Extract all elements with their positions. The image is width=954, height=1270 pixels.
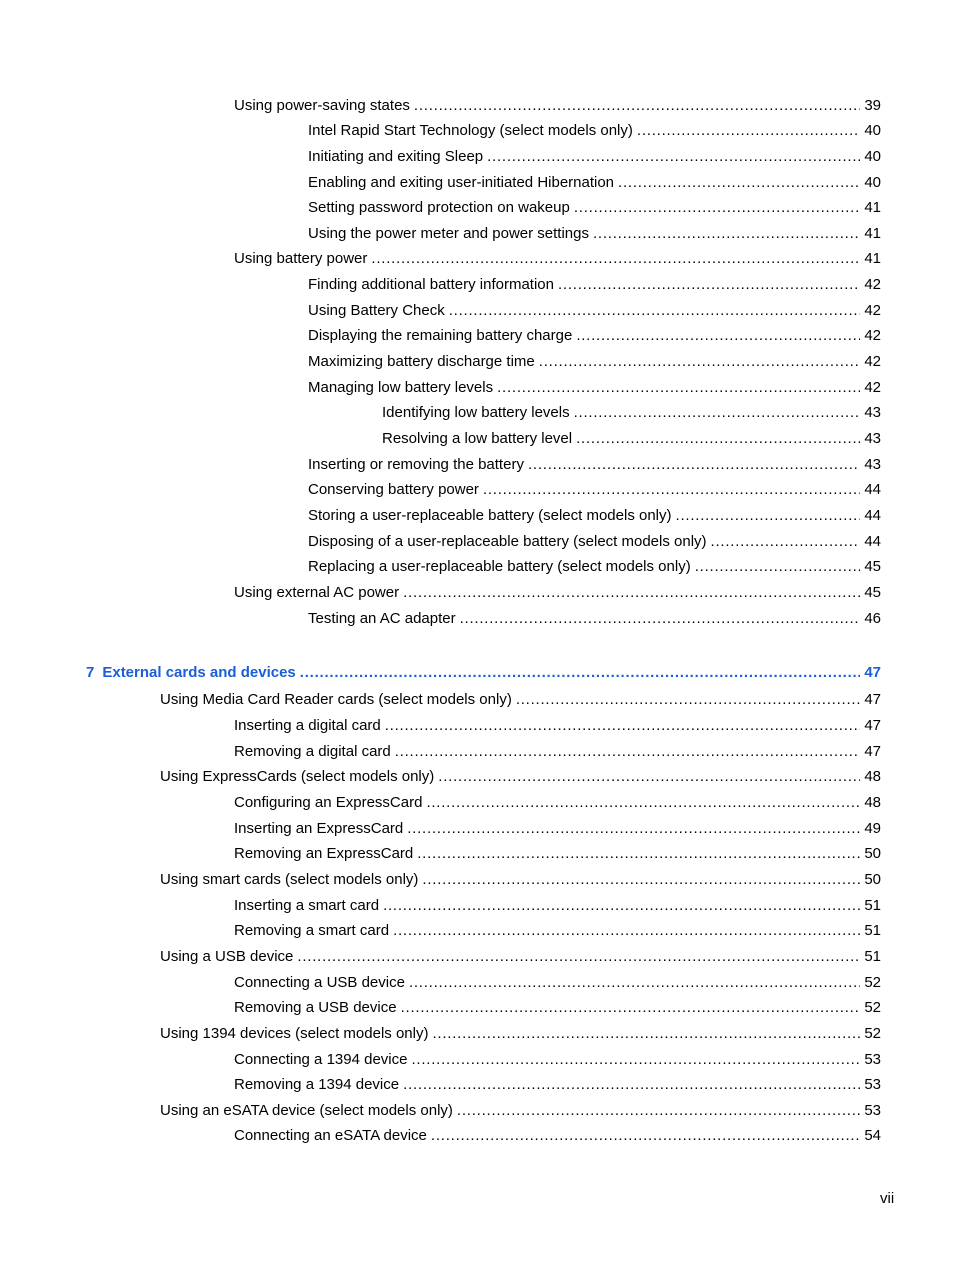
toc-entry[interactable] bbox=[308, 147, 881, 167]
toc-entry[interactable] bbox=[308, 506, 881, 526]
toc-entry-label: Replacing a user-replaceable battery (select models only) bbox=[308, 558, 691, 575]
toc-entry[interactable] bbox=[308, 173, 881, 193]
toc-entry-page: 42 bbox=[864, 302, 881, 319]
toc-entry-label: Removing a smart card bbox=[234, 922, 390, 939]
toc-entry-page: 53 bbox=[864, 1076, 881, 1093]
toc-entry-label: Setting password protection on wakeup bbox=[308, 199, 570, 216]
toc-entry-page: 43 bbox=[864, 456, 881, 473]
toc-entry-page: 40 bbox=[864, 148, 881, 165]
toc-entry-page: 51 bbox=[864, 897, 881, 914]
toc-entry[interactable] bbox=[234, 249, 881, 269]
toc-entry-page: 49 bbox=[864, 820, 881, 837]
dot-leader bbox=[576, 429, 860, 449]
dot-leader bbox=[574, 403, 861, 423]
toc-entry-label: Conserving battery power bbox=[308, 481, 479, 498]
toc-entry-label: Storing a user-replaceable battery (select models only) bbox=[308, 507, 672, 524]
dot-leader bbox=[411, 1050, 860, 1070]
toc-entry-page: 41 bbox=[864, 250, 881, 267]
toc-entry-page: 42 bbox=[864, 276, 881, 293]
toc-entry[interactable] bbox=[382, 403, 881, 423]
toc-entry-label: Using battery power bbox=[234, 250, 368, 267]
dot-leader bbox=[676, 506, 861, 526]
toc-entry-label: Displaying the remaining battery charge bbox=[308, 327, 573, 344]
toc-entry-page: 48 bbox=[864, 768, 881, 785]
toc-entry[interactable] bbox=[234, 716, 881, 736]
toc-entry-label: Removing a digital card bbox=[234, 743, 391, 760]
toc-entry-label: Using power-saving states bbox=[234, 97, 410, 114]
toc-entry[interactable] bbox=[234, 583, 881, 603]
toc-entry-label: Inserting a smart card bbox=[234, 897, 380, 914]
dot-leader bbox=[297, 947, 860, 967]
toc-entry[interactable] bbox=[234, 1075, 881, 1095]
toc-entry-label: Inserting or removing the battery bbox=[308, 456, 524, 473]
toc-entry-label: Using a USB device bbox=[160, 948, 294, 965]
toc-entry-label: External cards and devices bbox=[102, 664, 296, 681]
toc-entry[interactable] bbox=[308, 198, 881, 218]
toc-entry-page: 53 bbox=[864, 1102, 881, 1119]
toc-entry[interactable] bbox=[308, 275, 881, 295]
toc-entry[interactable] bbox=[234, 896, 881, 916]
toc-entry[interactable] bbox=[308, 326, 881, 346]
toc-entry-page: 41 bbox=[864, 199, 881, 216]
toc-entry-label: Testing an AC adapter bbox=[308, 610, 456, 627]
toc-entry-label: Disposing of a user-replaceable battery (select models only) bbox=[308, 533, 707, 550]
toc-entry-label: Using 1394 devices (select models only) bbox=[160, 1025, 429, 1042]
toc-entry-label: Inserting a digital card bbox=[234, 717, 381, 734]
toc-entry-page: 42 bbox=[864, 353, 881, 370]
dot-leader bbox=[401, 998, 861, 1018]
toc-entry-label: Removing a USB device bbox=[234, 999, 397, 1016]
toc-entry[interactable] bbox=[234, 819, 881, 839]
toc-entry[interactable] bbox=[234, 998, 881, 1018]
dot-leader bbox=[407, 819, 860, 839]
toc-entry-page: 40 bbox=[864, 122, 881, 139]
toc-entry[interactable] bbox=[234, 973, 881, 993]
dot-leader bbox=[711, 532, 861, 552]
toc-entry[interactable] bbox=[160, 690, 881, 710]
dot-leader bbox=[460, 609, 861, 629]
toc-entry-page: 44 bbox=[864, 533, 881, 550]
toc-entry-label: Inserting an ExpressCard bbox=[234, 820, 404, 837]
dot-leader bbox=[528, 455, 860, 475]
dot-leader bbox=[300, 663, 861, 683]
toc-entry[interactable] bbox=[308, 224, 881, 244]
dot-leader bbox=[576, 326, 860, 346]
toc-entry-label: Connecting an eSATA device bbox=[234, 1127, 427, 1144]
toc-entry-page: 53 bbox=[864, 1051, 881, 1068]
dot-leader bbox=[695, 557, 861, 577]
toc-entry[interactable] bbox=[160, 767, 881, 787]
dot-leader bbox=[371, 249, 860, 269]
dot-leader bbox=[483, 480, 860, 500]
toc-entry-label: Using Media Card Reader cards (select models only) bbox=[160, 691, 512, 708]
dot-leader bbox=[409, 973, 860, 993]
chapter-number: 7 bbox=[86, 664, 95, 681]
toc-entry-label: Connecting a USB device bbox=[234, 974, 405, 991]
toc-entry-label: Using an eSATA device (select models only) bbox=[160, 1102, 453, 1119]
dot-leader bbox=[417, 844, 860, 864]
toc-entry-page: 44 bbox=[864, 507, 881, 524]
toc-entry[interactable] bbox=[160, 1024, 881, 1044]
toc-entry[interactable] bbox=[160, 870, 881, 890]
toc-entry-page: 40 bbox=[864, 174, 881, 191]
toc-entry[interactable] bbox=[308, 532, 881, 552]
dot-leader bbox=[539, 352, 861, 372]
toc-entry-page: 48 bbox=[864, 794, 881, 811]
toc-entry-page: 50 bbox=[864, 871, 881, 888]
dot-leader bbox=[438, 767, 860, 787]
dot-leader bbox=[432, 1024, 860, 1044]
toc-entry-label: Using Battery Check bbox=[308, 302, 445, 319]
toc-entry-label: Maximizing battery discharge time bbox=[308, 353, 535, 370]
dot-leader bbox=[487, 147, 860, 167]
toc-entry-label: Intel Rapid Start Technology (select models only) bbox=[308, 122, 633, 139]
toc-entry-label: Removing a 1394 device bbox=[234, 1076, 400, 1093]
dot-leader bbox=[403, 1075, 860, 1095]
dot-leader bbox=[395, 742, 861, 762]
dot-leader bbox=[393, 921, 860, 941]
toc-entry-label: Using smart cards (select models only) bbox=[160, 871, 419, 888]
toc-entry-page: 47 bbox=[864, 743, 881, 760]
toc-entry[interactable] bbox=[308, 480, 881, 500]
toc-entry[interactable] bbox=[308, 352, 881, 372]
dot-leader bbox=[422, 870, 860, 890]
toc-entry-page: 43 bbox=[864, 404, 881, 421]
toc-entry-page: 46 bbox=[864, 610, 881, 627]
toc-entry-page: 50 bbox=[864, 845, 881, 862]
toc-entry[interactable] bbox=[160, 947, 881, 967]
toc-entry[interactable] bbox=[234, 742, 881, 762]
toc-entry-page: 47 bbox=[864, 717, 881, 734]
toc-entry[interactable] bbox=[308, 557, 881, 577]
toc-entry-label: Initiating and exiting Sleep bbox=[308, 148, 484, 165]
toc-entry[interactable] bbox=[234, 96, 881, 116]
toc-entry-label: Using the power meter and power settings bbox=[308, 225, 589, 242]
toc-entry[interactable] bbox=[234, 793, 881, 813]
dot-leader bbox=[593, 224, 860, 244]
toc-entry[interactable] bbox=[234, 1126, 881, 1146]
toc-entry-page: 51 bbox=[864, 948, 881, 965]
toc-entry[interactable] bbox=[234, 1050, 881, 1070]
toc-entry[interactable] bbox=[234, 844, 881, 864]
dot-leader bbox=[449, 301, 861, 321]
toc-entry-page: 47 bbox=[864, 691, 881, 708]
toc-entry-page: 52 bbox=[864, 999, 881, 1016]
toc-entry[interactable] bbox=[382, 429, 881, 449]
dot-leader bbox=[457, 1101, 860, 1121]
toc-entry[interactable] bbox=[308, 609, 881, 629]
toc-entry-page: 52 bbox=[864, 974, 881, 991]
toc-entry-label: Managing low battery levels bbox=[308, 379, 494, 396]
dot-leader bbox=[403, 583, 860, 603]
toc-entry[interactable] bbox=[308, 455, 881, 475]
toc-entry-page: 52 bbox=[864, 1025, 881, 1042]
toc-entry-page: 44 bbox=[864, 481, 881, 498]
dot-leader bbox=[618, 173, 860, 193]
toc-entry-label: Using ExpressCards (select models only) bbox=[160, 768, 435, 785]
dot-leader bbox=[426, 793, 860, 813]
dot-leader bbox=[558, 275, 860, 295]
toc-entry-label: Resolving a low battery level bbox=[382, 430, 573, 447]
toc-entry-label: Using external AC power bbox=[234, 584, 400, 601]
toc-entry[interactable] bbox=[234, 921, 881, 941]
toc-entry-page: 42 bbox=[864, 379, 881, 396]
dot-leader bbox=[385, 716, 861, 736]
dot-leader bbox=[383, 896, 860, 916]
toc-entry-label: Removing an ExpressCard bbox=[234, 845, 414, 862]
toc-entry-page: 42 bbox=[864, 327, 881, 344]
toc-chapter-entry[interactable] bbox=[86, 663, 881, 683]
toc-entry-page: 45 bbox=[864, 558, 881, 575]
toc-entry-label: Enabling and exiting user-initiated Hibernation bbox=[308, 174, 615, 191]
page-number: vii bbox=[880, 1190, 895, 1207]
toc-entry-page: 51 bbox=[864, 922, 881, 939]
toc-entry-label: Configuring an ExpressCard bbox=[234, 794, 423, 811]
toc-entry-page: 45 bbox=[864, 584, 881, 601]
toc-entry-label: Connecting a 1394 device bbox=[234, 1051, 408, 1068]
toc-entry[interactable] bbox=[308, 121, 881, 141]
toc-entry[interactable] bbox=[160, 1101, 881, 1121]
toc-entry-page: 39 bbox=[864, 97, 881, 114]
toc-entry-page: 54 bbox=[864, 1127, 881, 1144]
toc-entry-label: Identifying low battery levels bbox=[382, 404, 570, 421]
toc-entry-label: Finding additional battery information bbox=[308, 276, 554, 293]
toc-entry-page: 47 bbox=[864, 664, 881, 681]
dot-leader bbox=[414, 96, 860, 116]
dot-leader bbox=[574, 198, 860, 218]
toc-entry-page: 41 bbox=[864, 225, 881, 242]
dot-leader bbox=[431, 1126, 860, 1146]
toc-entry[interactable] bbox=[308, 301, 881, 321]
dot-leader bbox=[516, 690, 861, 710]
toc-entry-page: 43 bbox=[864, 430, 881, 447]
toc-entry[interactable] bbox=[308, 378, 881, 398]
dot-leader bbox=[497, 378, 860, 398]
dot-leader bbox=[637, 121, 860, 141]
